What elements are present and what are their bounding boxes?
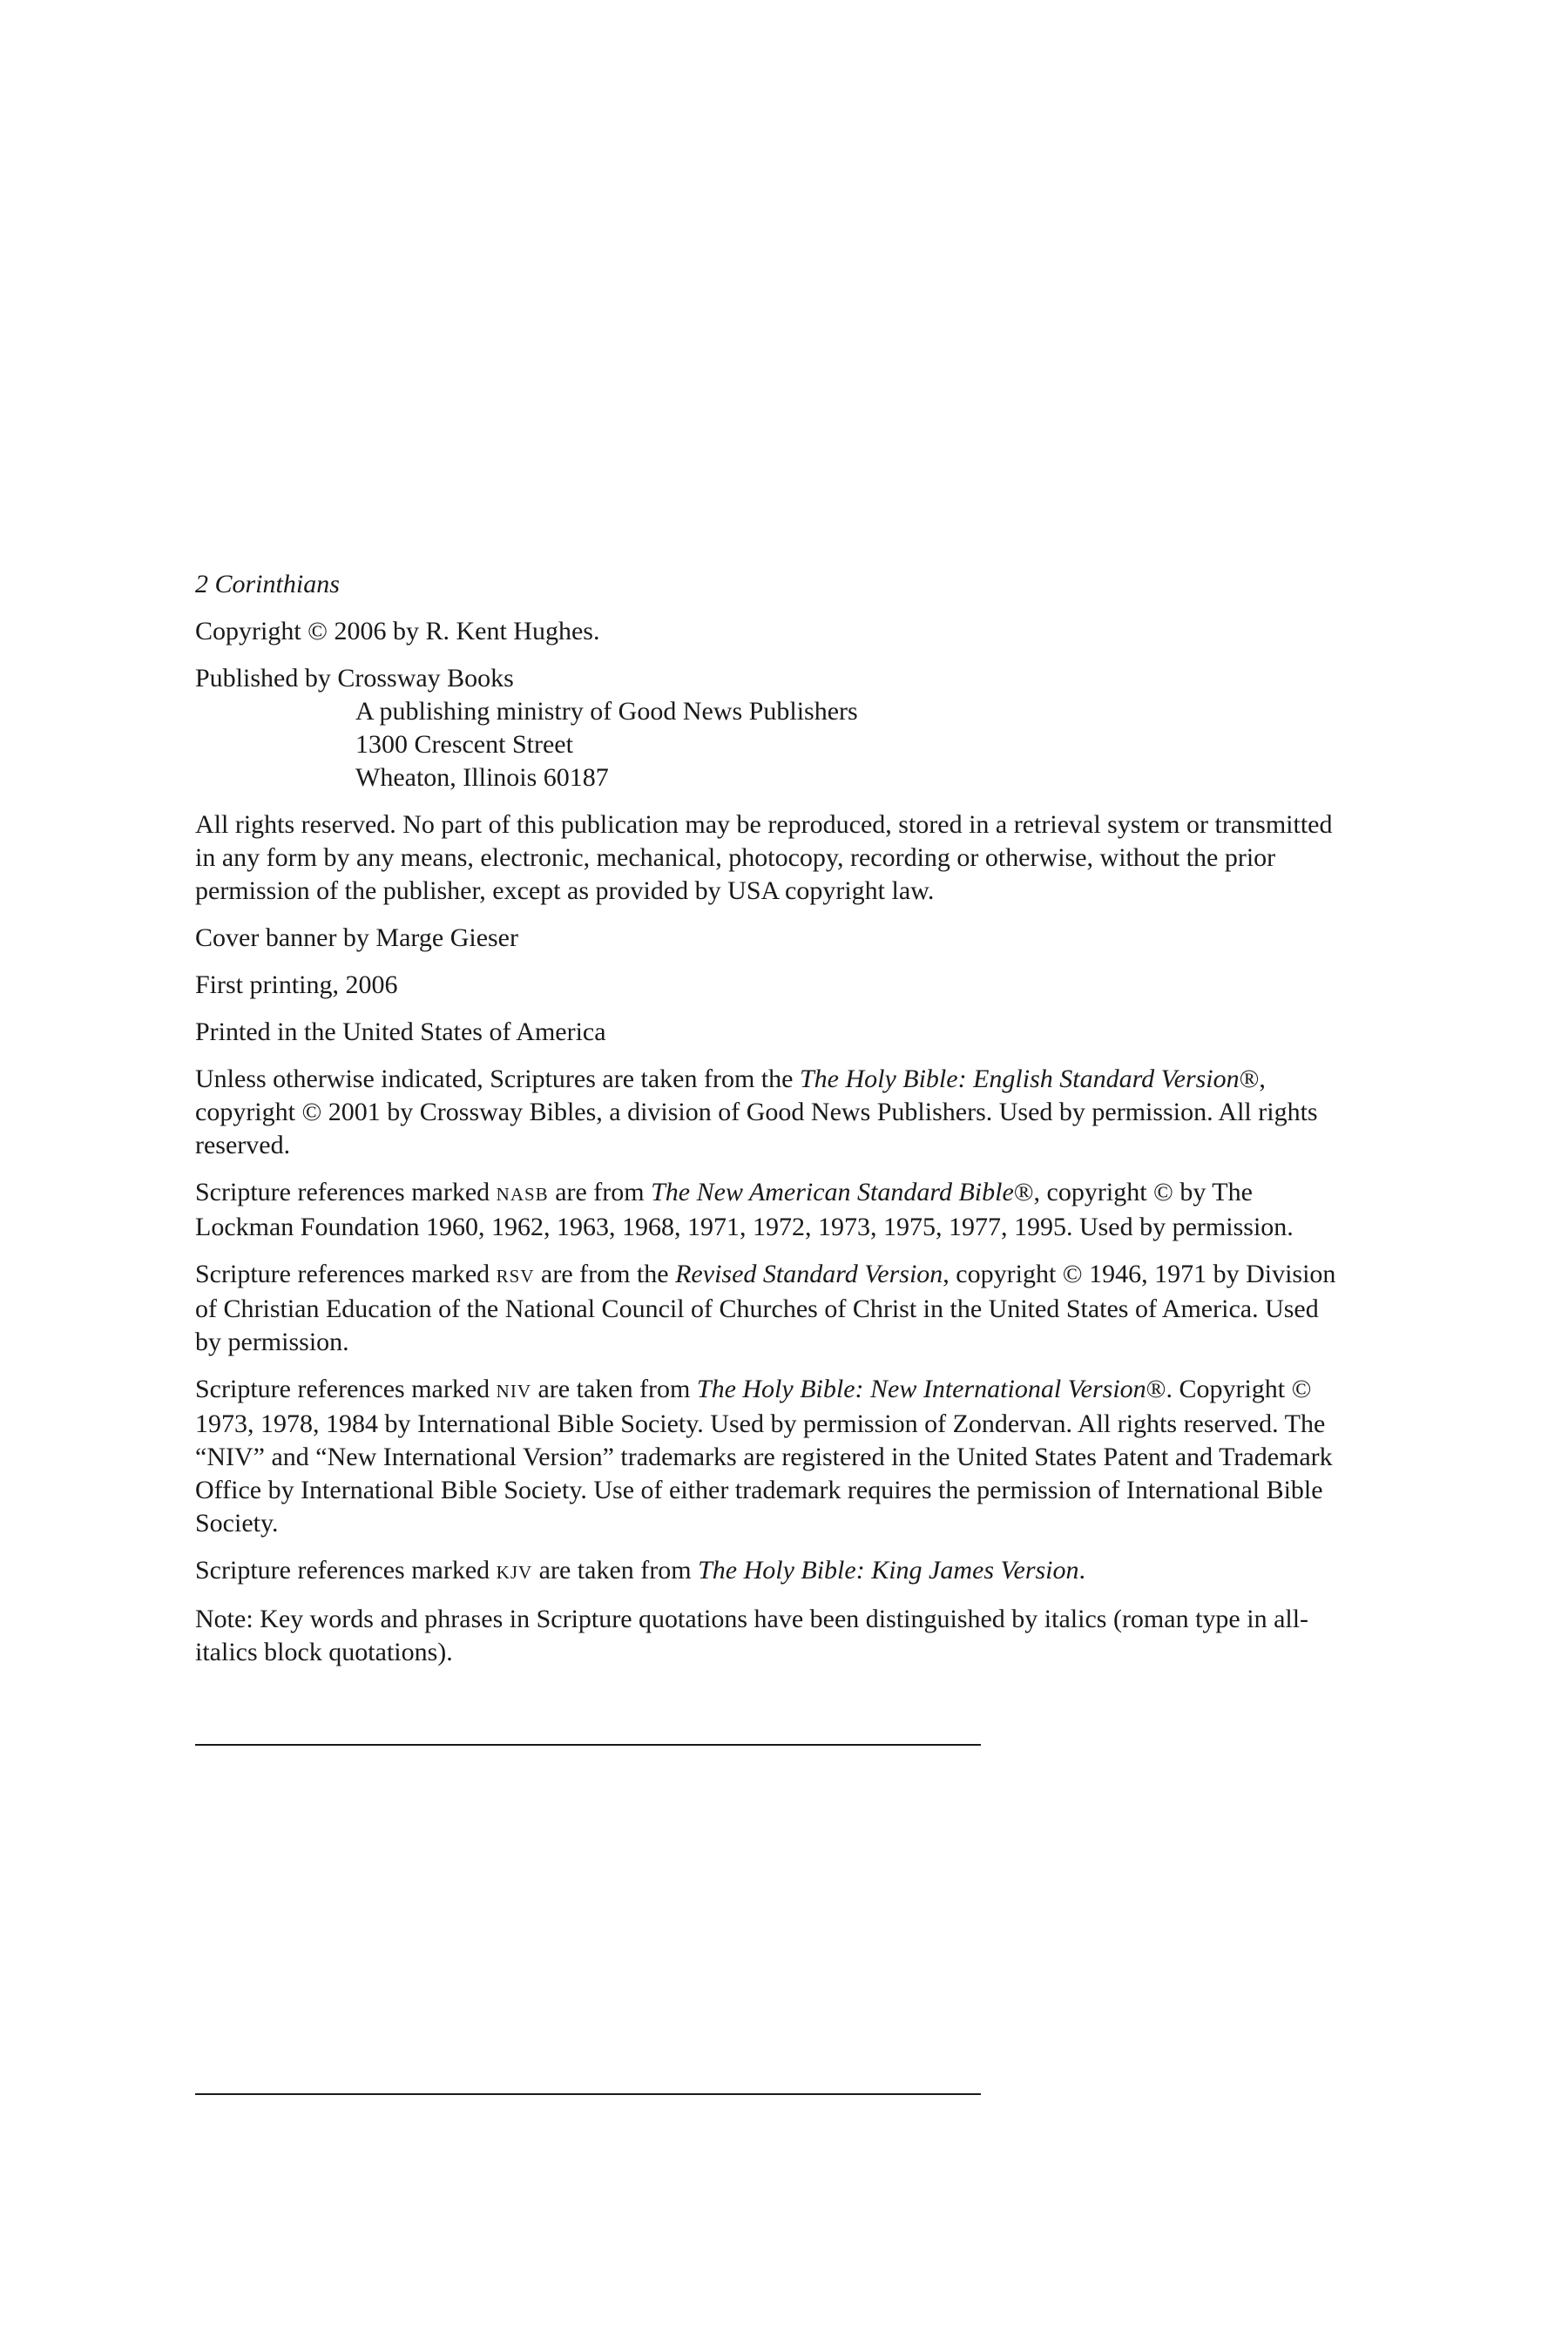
divider-rule xyxy=(195,2093,981,2095)
kjv-title: The Holy Bible: King James Version xyxy=(698,1556,1079,1585)
copyright-page xyxy=(195,568,1336,1683)
publisher-address-line: 1300 Crescent Street xyxy=(355,730,573,759)
kjv-notice: Scripture references marked KJV are taken from The Holy Bible: King James Version. xyxy=(195,1556,1086,1585)
publisher-block xyxy=(195,662,1336,794)
niv-abbr: NIV xyxy=(496,1381,531,1402)
cover-banner-credit: Cover banner by Marge Gieser xyxy=(195,923,518,952)
divider-rule xyxy=(195,1744,981,1746)
esv-title: The Holy Bible: English Standard Version xyxy=(799,1064,1240,1093)
esv-notice: Unless otherwise indicated, Scriptures are taken from the The Holy Bible: English Standard Version®, copyright © 2001 by Crossway Bibles, a division of Good News Publishers. Used by permission. All rights reserved. xyxy=(195,1064,1318,1159)
kjv-abbr: KJV xyxy=(496,1562,533,1583)
publisher-address-line: A publishing ministry of Good News Publishers xyxy=(355,697,858,726)
nasb-abbr: NASB xyxy=(496,1184,549,1205)
first-printing: First printing, 2006 xyxy=(195,970,398,999)
printed-in: Printed in the United States of America xyxy=(195,1017,606,1046)
niv-notice: Scripture references marked NIV are taken from The Holy Bible: New International Version®. Copyright © 1973, 1978, 1984 by International Bible Society. Used by permission of Zondervan. All rights reserved. The “NIV” and “New International Version” trademarks are registered in the United States Patent and Trademark Office by International Bible Society. Use of either trademark requires the permission of International Bible Society. xyxy=(195,1375,1333,1538)
nasb-notice: Scripture references marked NASB are from The New American Standard Bible®, copyright © by The Lockman Foundation 1960, 1962, 1963, 1968, 1971, 1972, 1973, 1975, 1977, 1995. Used by permission. xyxy=(195,1178,1294,1241)
rsv-title: Revised Standard Version xyxy=(675,1260,943,1288)
rsv-abbr: RSV xyxy=(496,1266,535,1287)
rights-statement: All rights reserved. No part of this publication may be reproduced, stored in a retrieval system or transmitted in any form by any means, electronic, mechanical, photocopy, recording or otherwise, without the prior permission of the publisher, except as provided by USA copyright law. xyxy=(195,810,1333,905)
niv-title: The Holy Bible: New International Version xyxy=(696,1375,1146,1403)
italics-note: Note: Key words and phrases in Scripture quotations have been distinguished by italics (roman type in all-italics block quotations). xyxy=(195,1605,1309,1666)
rsv-notice: Scripture references marked RSV are from the Revised Standard Version, copyright © 1946, 1971 by Division of Christian Education of the National Council of Churches of Christ in the United States of America. Used by permission. xyxy=(195,1260,1336,1356)
nasb-title: The New American Standard Bible xyxy=(651,1178,1014,1206)
book-title: 2 Corinthians xyxy=(195,570,340,598)
publisher-address-line: Wheaton, Illinois 60187 xyxy=(355,763,609,792)
copyright-line: Copyright © 2006 by R. Kent Hughes. xyxy=(195,617,600,645)
published-by: Published by Crossway Books xyxy=(195,664,514,693)
